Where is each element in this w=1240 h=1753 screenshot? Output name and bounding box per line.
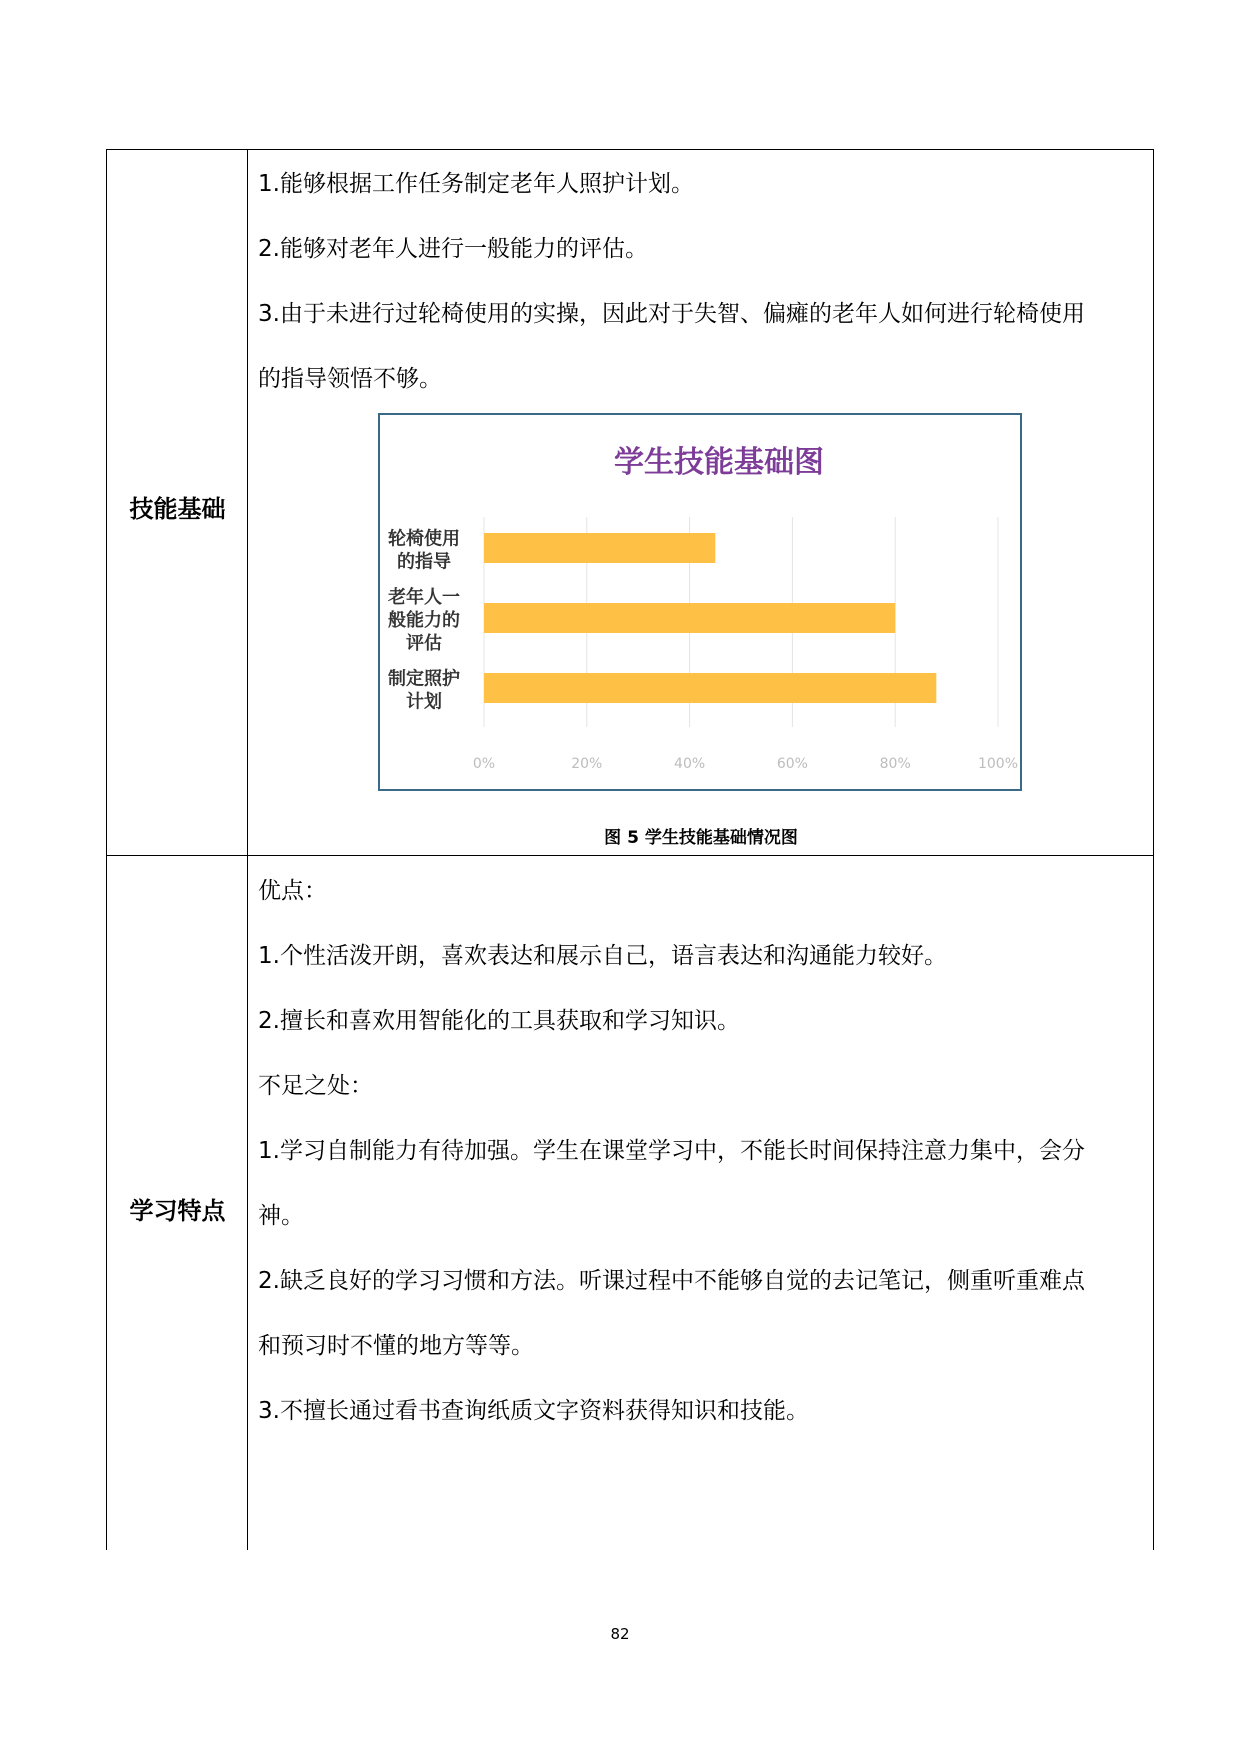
bar [484,673,936,703]
category-label: 评估 [406,633,442,654]
skill-paragraph: 1.能够根据工作任务制定老年人照护计划。 [258,171,694,197]
bar [484,603,895,633]
x-tick-label: 60% [776,756,808,772]
category-label: 制定照护 [388,668,460,690]
figure-caption: 图 5 学生技能基础情况图 [604,828,798,848]
x-tick-label: 20% [571,756,603,772]
chart-title: 学生技能基础图 [614,445,824,480]
traits-paragraph: 1.个性活泼开朗，喜欢表达和展示自己，语言表达和沟通能力较好。 [258,943,947,969]
x-tick-label: 80% [879,756,911,772]
traits-paragraph: 优点： [258,878,327,904]
row-label-learning-traits: 学习特点 [129,1197,226,1225]
x-tick-label: 0% [472,756,496,772]
skill-paragraph: 3.由于未进行过轮椅使用的实操，因此对于失智、偏瘫的老年人如何进行轮椅使用 [258,301,1085,327]
traits-paragraph: 和预习时不懂的地方等等。 [258,1333,534,1359]
table-row-divider [106,855,1154,856]
traits-paragraph: 神。 [258,1203,304,1229]
table-column-divider [247,149,248,1550]
x-tick-label: 100% [977,756,1019,772]
skill-bar-chart [378,413,1022,791]
category-label: 老年人一 [388,587,460,608]
category-label: 般能力的 [388,610,460,631]
category-label: 计划 [406,691,442,713]
traits-paragraph: 不足之处： [258,1073,373,1099]
row-label-skill-basis: 技能基础 [129,495,226,523]
bar [484,533,715,563]
skill-paragraph: 的指导领悟不够。 [258,366,442,392]
traits-paragraph: 1.学习自制能力有待加强。学生在课堂学习中，不能长时间保持注意力集中，会分 [258,1138,1085,1164]
page-number: 82 [610,1625,630,1643]
traits-paragraph: 2.缺乏良好的学习习惯和方法。听课过程中不能够自觉的去记笔记，侧重听重难点 [258,1268,1085,1294]
table-left-border [106,149,107,1550]
chart-canvas [380,415,1020,789]
category-label: 轮椅使用 [388,528,460,550]
traits-paragraph: 3.不擅长通过看书查询纸质文字资料获得知识和技能。 [258,1398,809,1424]
category-label: 的指导 [397,551,451,573]
table-top-border [106,149,1154,150]
skill-paragraph: 2.能够对老年人进行一般能力的评估。 [258,236,648,262]
x-tick-label: 40% [674,756,706,772]
traits-paragraph: 2.擅长和喜欢用智能化的工具获取和学习知识。 [258,1008,740,1034]
